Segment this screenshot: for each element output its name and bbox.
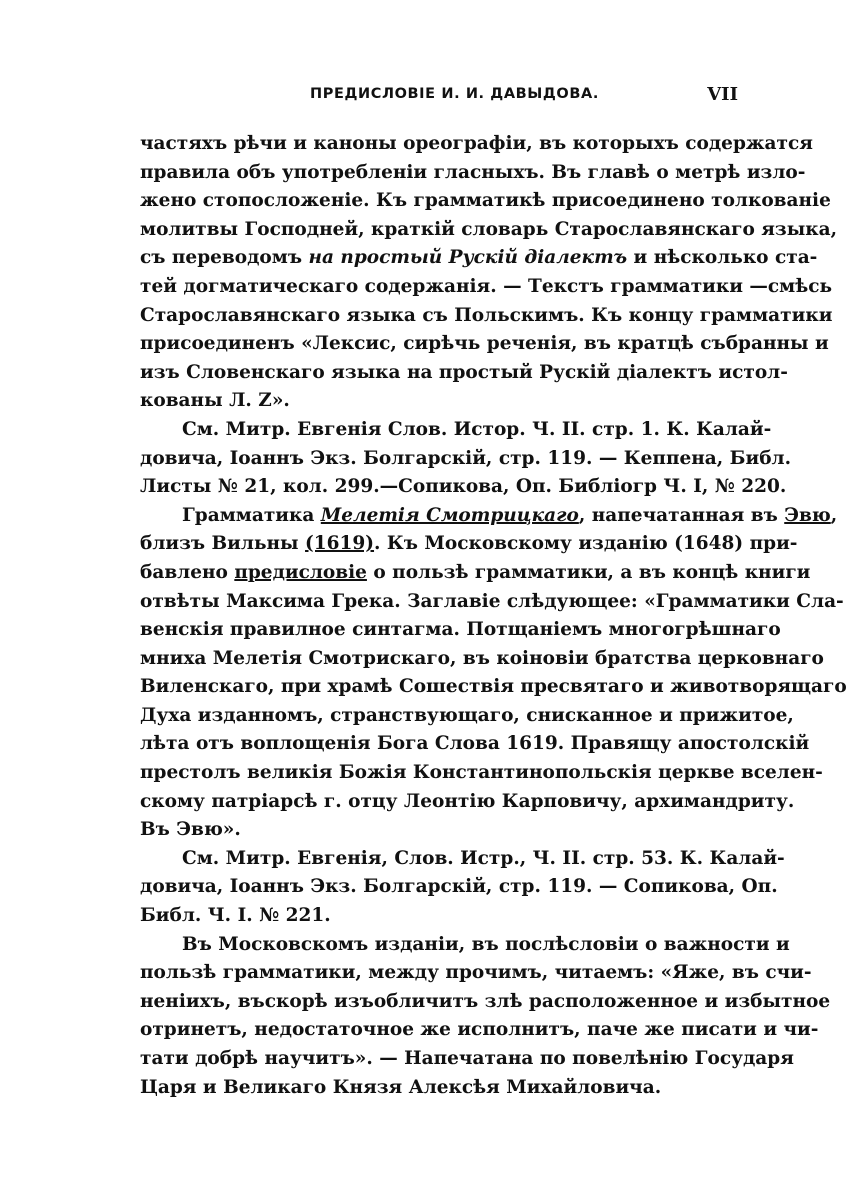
text-segment: близъ Вильны [140, 533, 306, 555]
text-line: престолъ великія Божія Константинопольскія церкве вселен- [140, 762, 823, 784]
text-line: мниха Мелетія Смотрискаго, въ коіновіи братства церковнаго [140, 647, 824, 669]
text-line [140, 244, 818, 273]
text-line: См. Митр. Евгенія, Слов. Истр., Ч. II. стр. 53. К. Калай- [182, 847, 785, 869]
text-line: лѣта отъ воплощенія Бога Слова 1619. Правящу апостолскій [140, 733, 810, 755]
underlined-word: предисловіе [234, 561, 367, 583]
text-line: тей догматическаго содержанія. — Текстъ грамматики —смѣсь [140, 275, 833, 297]
text-line: довича, Іоаннъ Экз. Болгарскій, стр. 119. — Кеппена, Библ. [140, 447, 792, 469]
text-line: Виленскаго, при храмѣ Сошествія пресвятаго и животворящаго [140, 676, 847, 698]
text-segment: , напечатанная въ [578, 504, 785, 526]
text-line: правила объ употребленіи гласныхъ. Въ главѣ о метрѣ изло- [140, 161, 806, 183]
text-line: отвѣты Максима Грека. Заглавіе слѣдующее: «Грамматики Сла- [140, 590, 844, 612]
text-line: неніихъ, въскорѣ изъобличитъ злѣ расположенное и избытное [140, 990, 831, 1012]
text-line: Листы № 21, кол. 299.—Сопикова, Оп. Библіогр Ч. I, № 220. [140, 476, 787, 498]
text-line: отринетъ, недостаточное же исполнитъ, паче же писати и чи- [140, 1019, 819, 1041]
paragraph [140, 130, 838, 416]
text-line: кованы Л. Z». [140, 390, 290, 412]
text-segment: . Къ Московскому изданію (1648) при- [374, 533, 798, 555]
text-line: жено стопосложеніе. Къ грамматикѣ присоединено толкованіе [140, 190, 831, 212]
text-line: Старославянскаго языка съ Польскимъ. Къ концу грамматики [140, 304, 833, 326]
running-title: ПРЕДИСЛОВІЕ И. И. ДАВЫДОВА. [310, 86, 599, 102]
text-line: скому патріарсѣ г. отцу Леонтію Карповичу, архимандриту. [140, 790, 795, 812]
text-line: Библ. Ч. I. № 221. [140, 905, 331, 927]
body-text [140, 130, 847, 1102]
paragraph [140, 502, 847, 845]
text-line: тати добрѣ научитъ». — Напечатана по повелѣнію Государя [140, 1048, 794, 1069]
text-line: довича, Іоаннъ Экз. Болгарскій, стр. 119. — Сопикова, Оп. [140, 876, 778, 898]
page-number: VII [707, 84, 738, 105]
text-line: венскія правилное синтагма. Потщаніемъ многогрѣшнаго [140, 619, 781, 641]
text-line: См. Митр. Евгенія Слов. Истор. Ч. II. стр. 1. К. Калай- [182, 418, 772, 440]
text-line: Духа изданномъ, странствующаго, снисканное и прижитое, [140, 704, 794, 726]
text-line: Въ Московскомъ изданіи, въ послѣсловіи о важности и [182, 933, 790, 955]
underlined-year: (1619) [305, 533, 375, 555]
underlined-place: Эвю [784, 504, 831, 526]
text-segment: Грамматика [182, 504, 321, 526]
text-segment: и нѣсколько ста- [627, 247, 818, 269]
reference-paragraph [140, 416, 792, 502]
text-line: Царя и Великаго Князя Алексѣя Михайловича. [140, 1076, 662, 1098]
text-line: присоединенъ «Лексис, сирѣчь реченія, въ кратцѣ събранны и [140, 333, 829, 355]
text-line: пользѣ грамматики, между прочимъ, читаемъ: «Яже, въ счи- [140, 962, 812, 984]
text-line: Въ Эвю». [140, 819, 241, 841]
running-head [120, 86, 738, 110]
text-line [140, 559, 811, 588]
text-segment: съ переводомъ [140, 247, 309, 269]
text-line: изъ Словенскаго языка на простый Рускій діалектъ истол- [140, 361, 788, 383]
underlined-author: Мелетія Смотрицкаго [320, 504, 579, 526]
text-line: частяхъ рѣчи и каноны ореографіи, въ которыхъ содержатся [140, 133, 813, 154]
paragraph [140, 931, 831, 1103]
text-segment: бавлено [140, 561, 235, 583]
text-line [140, 502, 838, 531]
text-segment: , [830, 504, 838, 526]
text-segment: о пользѣ грамматики, а въ концѣ книги [366, 561, 811, 583]
text-line: молитвы Господней, краткій словарь Старославянскаго языка, [140, 218, 838, 240]
reference-paragraph [140, 845, 785, 931]
italic-phrase: на простый Рускій діалектъ [308, 247, 628, 269]
text-line [140, 530, 798, 559]
